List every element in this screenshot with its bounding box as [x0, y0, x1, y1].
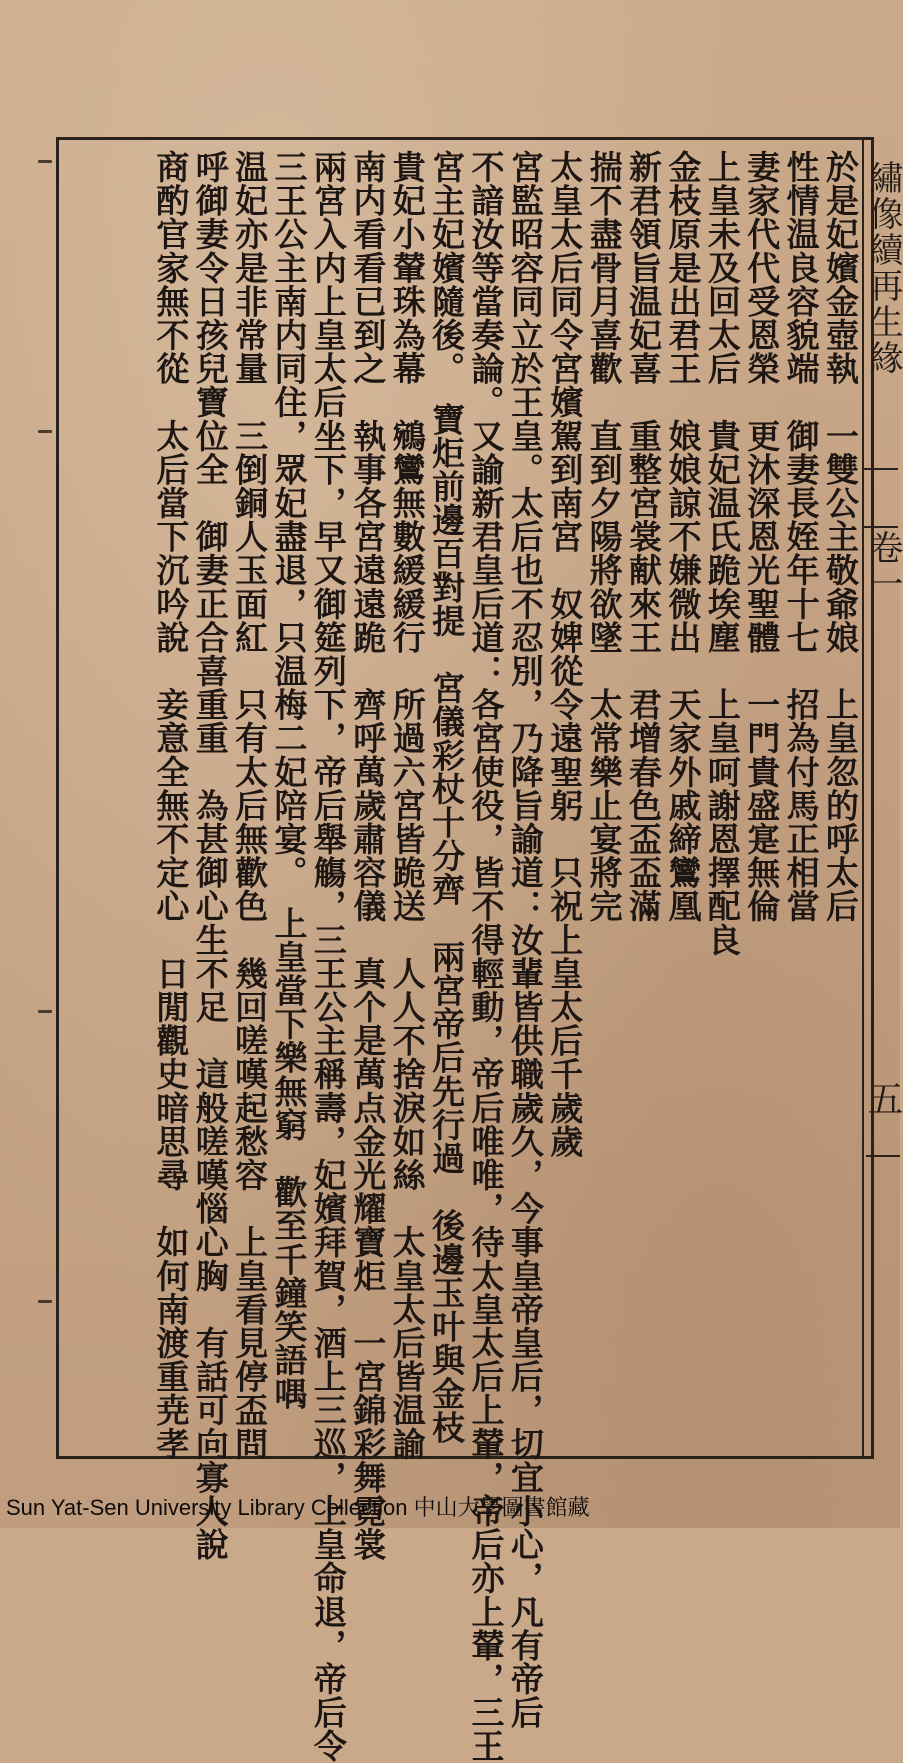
text-column: 金枝原是出君王 娘娘諒不嫌微出 天家外戚締鸞凰 [663, 150, 703, 923]
collection-caption: Sun Yat-Sen University Library Collection 中山大學圖書館藏 [6, 1495, 590, 1520]
text-column: 於是妃嬪金壺執 一雙公主敬爺娘 上皇忽的呼太后 [821, 150, 860, 923]
text-column: 宮主妃嬪隨後。 寶炬前邊百對提 宮儀彩杖十分齊 兩宮帝后先行過 後邊玉叶與金枝 [427, 150, 467, 1444]
binding-thread [38, 160, 52, 163]
text-column: 商酌官家無不從 太后當下沉吟說 妾意全無不定心 日閒觀史暗思尋 如何南渡重尭孝 [151, 150, 191, 1461]
text-column: 温妃亦是非常量 三倒銅人玉面紅 只有太后無歡色 幾回嗟嘆起愁容 上皇看見停盃問 [230, 150, 270, 1461]
text-column: 不諳汝等當奏論。又諭新君皇后道：各宮使役，皆不得輕動，帝后唯唯，待太皇太后上輦，帝后亦上輦，三王 [466, 150, 506, 1763]
text-column: 南内看看已到之 執事各宮遠遠跪 齊呼萬歲肅容儀 真个是萬点金光耀寶炬 一宮錦彩舞霓裳 [348, 150, 388, 1562]
folio-number: 五 [862, 1080, 903, 1116]
binding-thread [38, 1010, 52, 1013]
text-column: 三王公主南内同住，眾妃盡退，只温梅二妃陪宴。 上皇當下樂無窮 歡至千鐘笑語喁 [269, 150, 309, 1411]
text-column: 兩宮入内上皇太后坐下，早又御筵列下，帝后舉觴，三王公主稱壽，妃嬪拜賀，酒上三巡，上皇命退，帝后令 [308, 150, 348, 1763]
text-column: 性情温良容貌端 御妻長姪年十七 招為付馬正相當 [781, 150, 821, 923]
margin-volume: 卷一 [863, 530, 903, 602]
text-column: 妻家代代受恩榮 更沐深恩光聖體 一門貴盛寔無倫 [742, 150, 782, 923]
binding-thread [38, 1300, 52, 1303]
text-column: 揣不盡骨月喜歡 直到夕陽將欲墜 太常樂止宴將完 [584, 150, 624, 923]
folio-rule [866, 1155, 900, 1157]
binding-thread [38, 430, 52, 433]
text-column: 太皇太后同令宮嬪駕到南宮 奴婢從令遠聖躬 只祝上皇太后千歲歲 [545, 150, 585, 1158]
text-column: 貴妃小輦珠為幕 鵷鸞無數緩緩行 所過六宮皆跪送 人人不捨淚如絲 太皇太后皆温諭 [387, 150, 427, 1461]
text-column: 呼御妻令日孩兒寶位全 御妻正合喜重重 為甚御心生不足 這般嗟嘆惱心胸 有話可向寡人說 [190, 150, 230, 1562]
margin-book-title: 繡像續再生緣 [863, 160, 903, 376]
text-column: 宮監昭容同立於王皇。太后也不忍別，乃降旨諭道：汝輩皆供職歲久，今事皇帝皇后，切宜小心，凡有帝后 [505, 150, 545, 1730]
margin-fishtail [864, 468, 898, 528]
text-column: 上皇未及回太后 貴妃温氏跪埃塵 上皇呵謝恩擇配良 [702, 150, 742, 957]
text-column: 新君領旨温妃喜 重整宮裳献來王 君增春色盃盃滿 [624, 150, 664, 923]
